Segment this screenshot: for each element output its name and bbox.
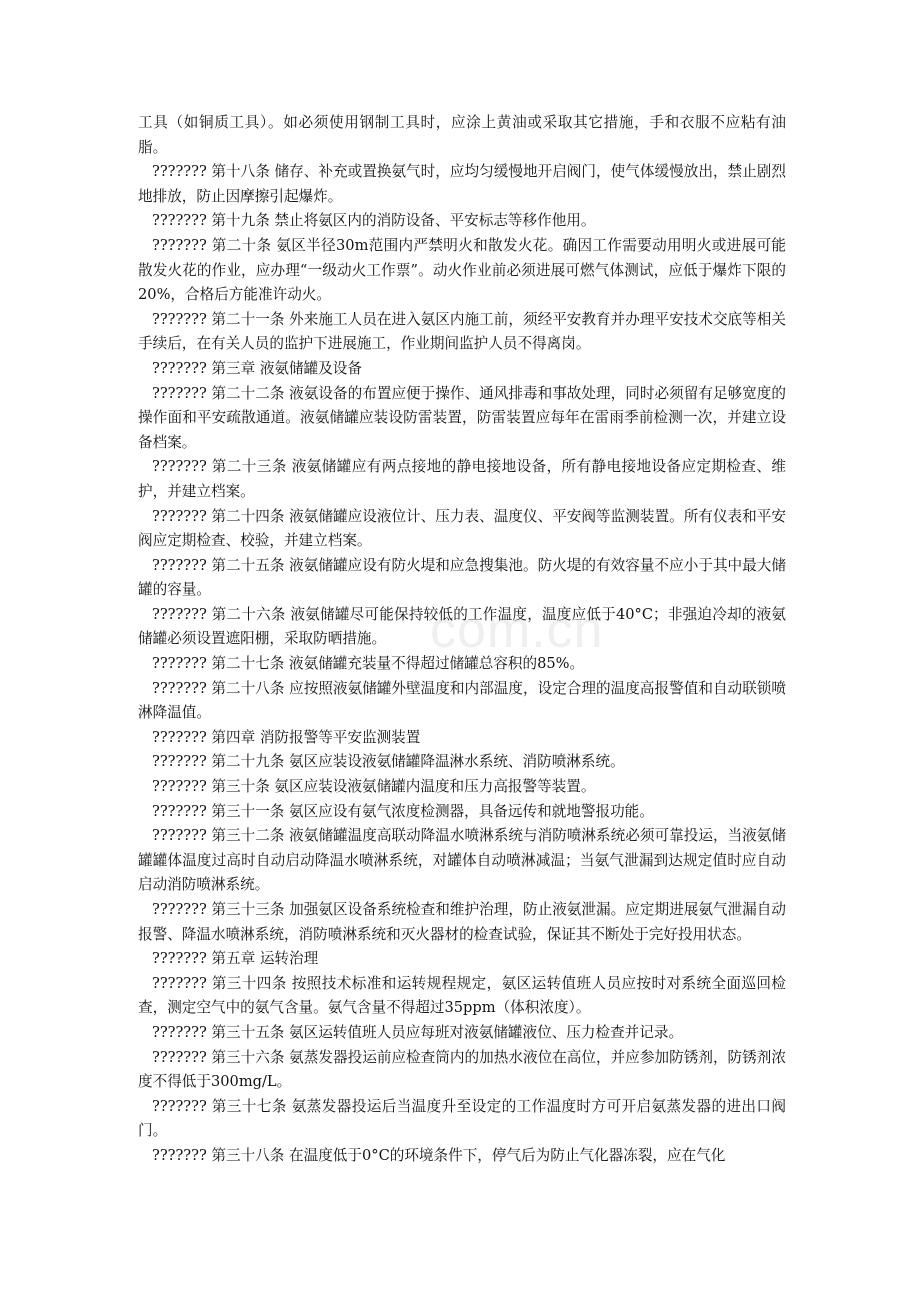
paragraph-article-36: ??????? 第三十六条 氨蒸发器投运前应检查筒内的加热水液位在高位，并应参加防锈剂，防锈剂浓度不得低于300mg/L。 <box>138 1048 786 1091</box>
paragraph-article-25: ??????? 第二十五条 液氨储罐应设有防火堤和应急搜集池。防火堤的有效容量不应小于其中最大储罐的容量。 <box>138 556 786 599</box>
paragraph-article-30: ??????? 第三十条 氨区应装设液氨储罐内温度和压力高报警等装置。 <box>152 778 596 796</box>
paragraph-article-31: ??????? 第三十一条 氨区应设有氨气浓度检测器，具备远传和就地警报功能。 <box>152 802 654 820</box>
document-body <box>138 111 786 1169</box>
paragraph-article-33: ??????? 第三十三条 加强氨区设备系统检查和维护治理，防止液氨泄漏。应定期进展氨气泄漏自动报警、降温水喷淋系统，消防喷淋系统和灭火器材的检查试验，保证其不断处于完好投用状态。 <box>138 901 786 943</box>
paragraph-article-21: ??????? 第二十一条 外来施工人员在进入氨区内施工前，须经平安教育并办理平安技术交底等相关手续后，在有关人员的监护下进展施工，作业期间监护人员不得离岗。 <box>138 310 786 353</box>
paragraph-article-32: ??????? 第三十二条 液氨储罐温度高联动降温水喷淋系统与消防喷淋系统必须可靠投运，当液氨储罐罐体温度过高时自动启动降温水喷淋系统，对罐体自动喷淋减温；当氨气泄漏到达规定值时应自动启动消防喷淋系统。 <box>138 827 786 894</box>
paragraph-article-37: ??????? 第三十七条 氨蒸发器投运后当温度升至设定的工作温度时方可开启氨蒸发器的进出口阀门。 <box>138 1097 786 1140</box>
paragraph-article-24: ??????? 第二十四条 液氨储罐应设液位计、压力表、温度仪、平安阀等监测装置。所有仪表和平安阀应定期检查、校验，并建立档案。 <box>138 507 786 550</box>
paragraph-article-34: ??????? 第三十四条 按照技术标准和运转规程规定，氨区运转值班人员应按时对系统全面巡回检查，测定空气中的氨气含量。氨气含量不得超过35ppm（体积浓度）。 <box>138 974 786 1017</box>
paragraph-article-38: ??????? 第三十八条 在温度低于0°C的环境条件下，停气后为防止气化器冻裂，应在气化 <box>152 1146 726 1164</box>
paragraph-article-27: ??????? 第二十七条 液氨储罐充装量不得超过储罐总容积的85%。 <box>152 655 585 673</box>
paragraph-article-26: ??????? 第二十六条 液氨储罐尽可能保持较低的工作温度，温度应低于40°C；非强迫冷却的液氨储罐必须设置遮阳棚，采取防晒措施。 <box>138 605 786 648</box>
chapter-heading-5: ??????? 第五章 运转治理 <box>152 950 319 968</box>
paragraph-article-19: ??????? 第十九条 禁止将氨区内的消防设备、平安标志等移作他用。 <box>152 212 596 230</box>
paragraph-article-28: ??????? 第二十八条 应按照液氨储罐外壁温度和内部温度，设定合理的温度高报警值和自动联锁喷淋降温值。 <box>138 679 786 722</box>
paragraph-article-22: ??????? 第二十二条 液氨设备的布置应便于操作、通风排毒和事故处理，同时必须留有足够宽度的操作面和平安疏散通道。液氨储罐应装设防雷装置，防雷装置应每年在雷雨季前检测一次，并建立设备档案。 <box>138 384 786 451</box>
paragraph-article-18: ??????? 第十八条 储存、补充或置换氨气时，应均匀缓慢地开启阀门，使气体缓慢放出，禁止剧烈地排放，防止因摩擦引起爆炸。 <box>138 163 786 205</box>
chapter-heading-4: ??????? 第四章 消防报警等平安监测装置 <box>152 728 421 746</box>
paragraph-tools: 工具（如铜质工具）。如必须使用钢制工具时，应涂上黄油或采取其它措施，手和衣服不应粘有油脂。 <box>138 114 786 156</box>
watermark-text: com.cn <box>430 601 604 659</box>
chapter-heading-3: ??????? 第三章 液氨储罐及设备 <box>152 359 362 377</box>
paragraph-article-20: ??????? 第二十条 氨区半径30m范围内严禁明火和散发火花。确因工作需要动用明火或进展可能散发火花的作业，应办理“一级动火工作票”。动火作业前必须进展可燃气体测试，应低于爆炸下限的20%，合格后方能准许动火。 <box>138 236 786 304</box>
paragraph-article-35: ??????? 第三十五条 氨区运转值班人员应每班对液氨储罐液位、压力检查并记录。 <box>152 1023 684 1041</box>
paragraph-article-29: ??????? 第二十九条 氨区应装设液氨储罐降温淋水系统、消防喷淋系统。 <box>152 753 625 771</box>
paragraph-article-23: ??????? 第二十三条 液氨储罐应有两点接地的静电接地设备，所有静电接地设备应定期检查、维护，并建立档案。 <box>138 458 786 500</box>
